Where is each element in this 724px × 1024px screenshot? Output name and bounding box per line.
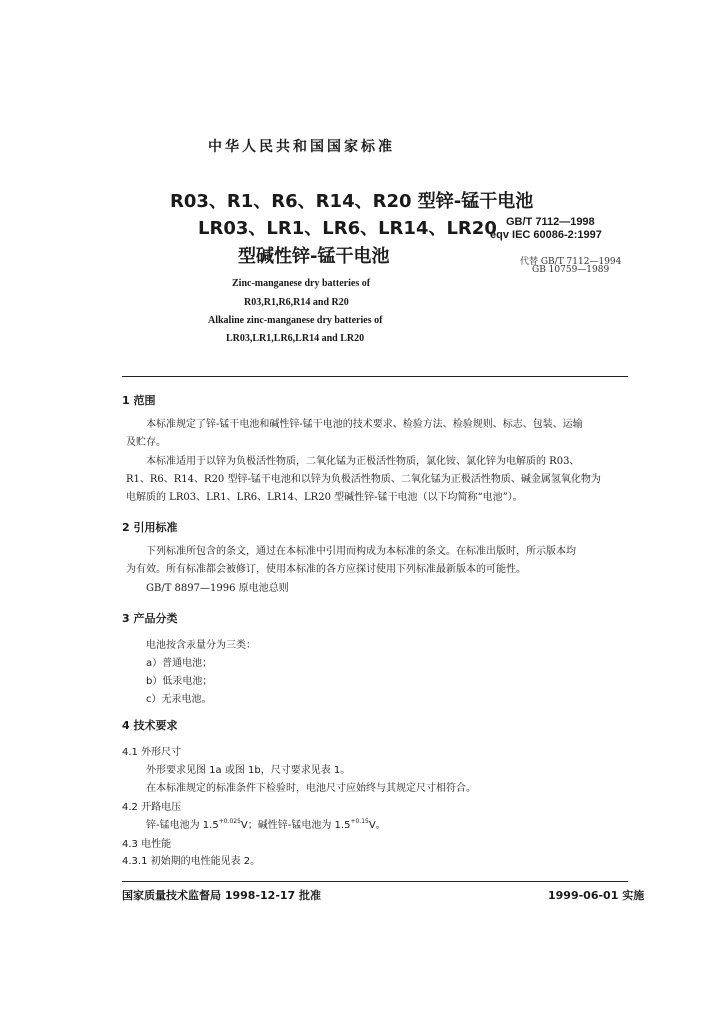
- s4-3-heading: 4.3 电性能: [122, 839, 172, 850]
- s1-para1-line2: 及贮存。: [126, 437, 166, 448]
- s3-item-a: a）普通电池；: [146, 658, 213, 669]
- english-title-3: Alkaline zinc-manganese dry batteries of: [208, 315, 383, 326]
- section-1-heading: 1 范围: [122, 394, 156, 407]
- s4-2-voltage-part3: V。: [368, 820, 386, 831]
- s4-2-tolerance-1: +0.025: [218, 818, 241, 825]
- section-3-heading: 3 产品分类: [122, 612, 178, 625]
- s2-para-line2: 为有效。所有标准都会被修订，使用本标准的各方应探讨使用下列标准最新版本的可能性。: [126, 564, 526, 575]
- s1-para2-line2: R1、R6、R14、R20 型锌-锰干电池和以锌为负极活性物质、二氧化锰为正极活性物质、碱金属氢氧化物为: [126, 474, 601, 485]
- s2-para-line1: 下列标准所包含的条文，通过在本标准中引用而构成为本标准的条文。在标准出版时，所示版本均: [146, 546, 576, 557]
- title-line-2: LR03、LR1、LR6、LR14、LR20: [198, 218, 497, 239]
- s1-para1-line1: 本标准规定了锌-锰干电池和碱性锌-锰干电池的技术要求、检验方法、检验规则、标志、包装、运输: [146, 419, 583, 430]
- title-line-1: R03、R1、R6、R14、R20 型锌-锰干电池: [170, 191, 534, 212]
- english-title-4: LR03,LR1,LR6,LR14 and LR20: [226, 333, 365, 344]
- s4-2-voltage: [146, 816, 386, 831]
- s4-2-heading: 4.2 开路电压: [122, 802, 182, 813]
- english-title-2: R03,R1,R6,R14 and R20: [244, 297, 349, 308]
- s2-reference: GB/T 8897—1996 原电池总则: [146, 583, 289, 594]
- header-divider: [122, 376, 628, 377]
- approval-date: 国家质量技术监督局 1998-12-17 批准: [122, 889, 322, 902]
- footer-divider: [122, 881, 628, 882]
- replaces-standard-2: GB 10759—1989: [532, 265, 610, 275]
- s3-item-b: b）低汞电池；: [146, 676, 213, 687]
- s4-1-line2: 在本标准规定的标准条件下检验时，电池尺寸应始终与其规定尺寸相符合。: [146, 783, 476, 794]
- s1-para2-line3: 电解质的 LR03、LR1、LR6、LR14、LR20 型碱性锌-锰干电池（以下均简称“电池”）。: [126, 492, 523, 503]
- s3-intro: 电池按含汞量分为三类：: [146, 640, 256, 651]
- english-title-1: Zinc-manganese dry batteries of: [232, 278, 371, 289]
- issuing-country-standard: 中华人民共和国国家标准: [208, 139, 395, 155]
- equivalent-standard: eqv IEC 60086-2:1997: [490, 229, 602, 241]
- title-line-3: 型碱性锌-锰干电池: [238, 246, 390, 267]
- implementation-date: 1999-06-01 实施: [548, 889, 645, 902]
- section-4-heading: 4 技术要求: [122, 719, 178, 732]
- standard-code: GB/T 7112—1998: [506, 216, 595, 228]
- s4-2-voltage-part1: 锌-锰电池为 1.5: [146, 820, 219, 831]
- s4-2-tolerance-2: +0.15: [350, 818, 369, 825]
- s4-3-1-heading: 4.3.1 初始期的电性能见表 2。: [122, 856, 261, 867]
- replaces-standard-1: 代替 GB/T 7112—1994: [520, 257, 622, 267]
- section-2-heading: 2 引用标准: [122, 521, 178, 534]
- s4-1-line1: 外形要求见图 1a 或图 1b，尺寸要求见表 1。: [146, 765, 351, 776]
- s1-para2-line1: 本标准适用于以锌为负极活性物质，二氧化锰为正极活性物质，氯化铵、氯化锌为电解质的 R03、: [146, 456, 580, 467]
- s4-1-heading: 4.1 外形尺寸: [122, 747, 182, 758]
- s3-item-c: c）无汞电池。: [146, 694, 212, 705]
- s4-2-voltage-part2: V；碱性锌-锰电池为 1.5: [240, 820, 351, 831]
